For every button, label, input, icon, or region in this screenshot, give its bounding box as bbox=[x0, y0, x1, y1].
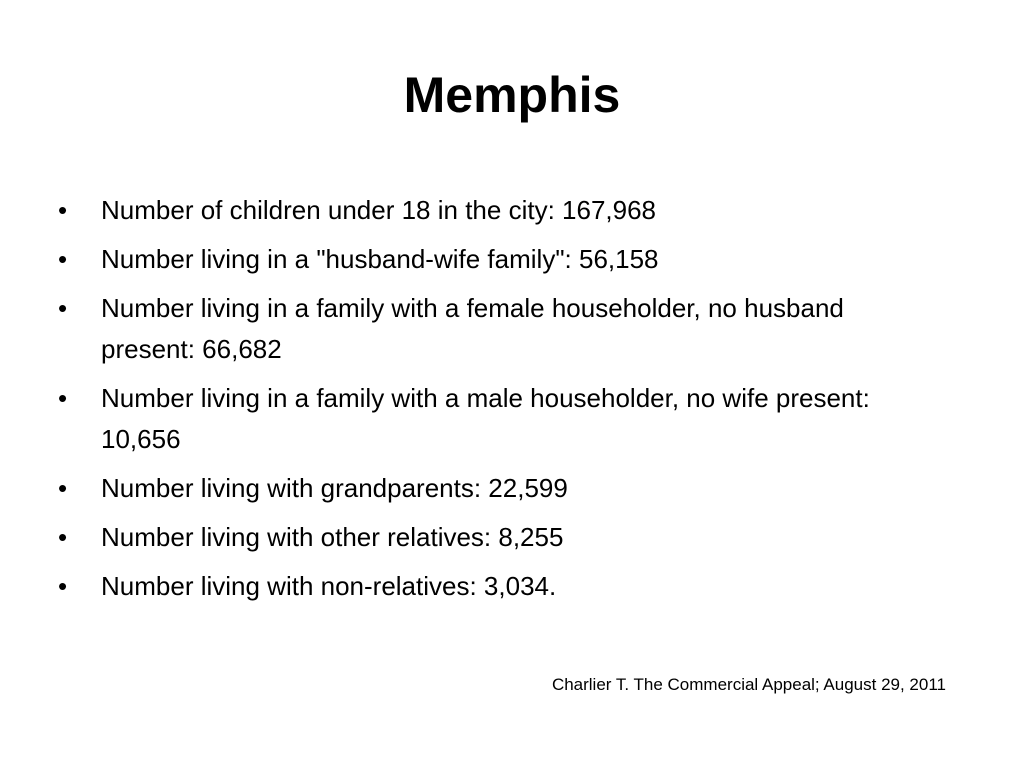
slide-title: Memphis bbox=[403, 67, 621, 123]
bullet-item-other-relatives bbox=[58, 517, 938, 558]
bullet-text: Number living in a "husband-wife family": 56,158 bbox=[101, 244, 659, 274]
bullet-item-grandparents bbox=[58, 468, 938, 509]
bullet-item-non-relatives bbox=[58, 566, 938, 607]
bullet-dot-icon: • bbox=[58, 522, 68, 552]
bullet-item-female-householder bbox=[58, 288, 938, 370]
bullet-text: Number living with grandparents: 22,599 bbox=[101, 473, 568, 503]
bullet-text: Number living with other relatives: 8,255 bbox=[101, 522, 564, 552]
bullet-dot-icon: • bbox=[58, 293, 68, 323]
bullet-text: Number living in a family with a male householder, no wife present: 10,656 bbox=[101, 383, 870, 454]
bullet-item-male-householder bbox=[58, 378, 938, 460]
bullet-item-children-under-18 bbox=[58, 190, 938, 231]
bullet-dot-icon: • bbox=[58, 571, 68, 601]
bullet-dot-icon: • bbox=[58, 244, 68, 274]
bullet-text: Number of children under 18 in the city: 167,968 bbox=[101, 195, 657, 225]
bullet-text: Number living in a family with a female householder, no husband present: 66,682 bbox=[101, 293, 844, 364]
bullet-text: Number living with non-relatives: 3,034. bbox=[101, 571, 557, 601]
source-citation: Charlier T. The Commercial Appeal; August 29, 2011 bbox=[551, 675, 946, 694]
bullet-dot-icon: • bbox=[58, 195, 68, 225]
bullet-list bbox=[58, 190, 938, 615]
bullet-dot-icon: • bbox=[58, 383, 68, 413]
bullet-dot-icon: • bbox=[58, 473, 68, 503]
bullet-item-husband-wife-family bbox=[58, 239, 938, 280]
